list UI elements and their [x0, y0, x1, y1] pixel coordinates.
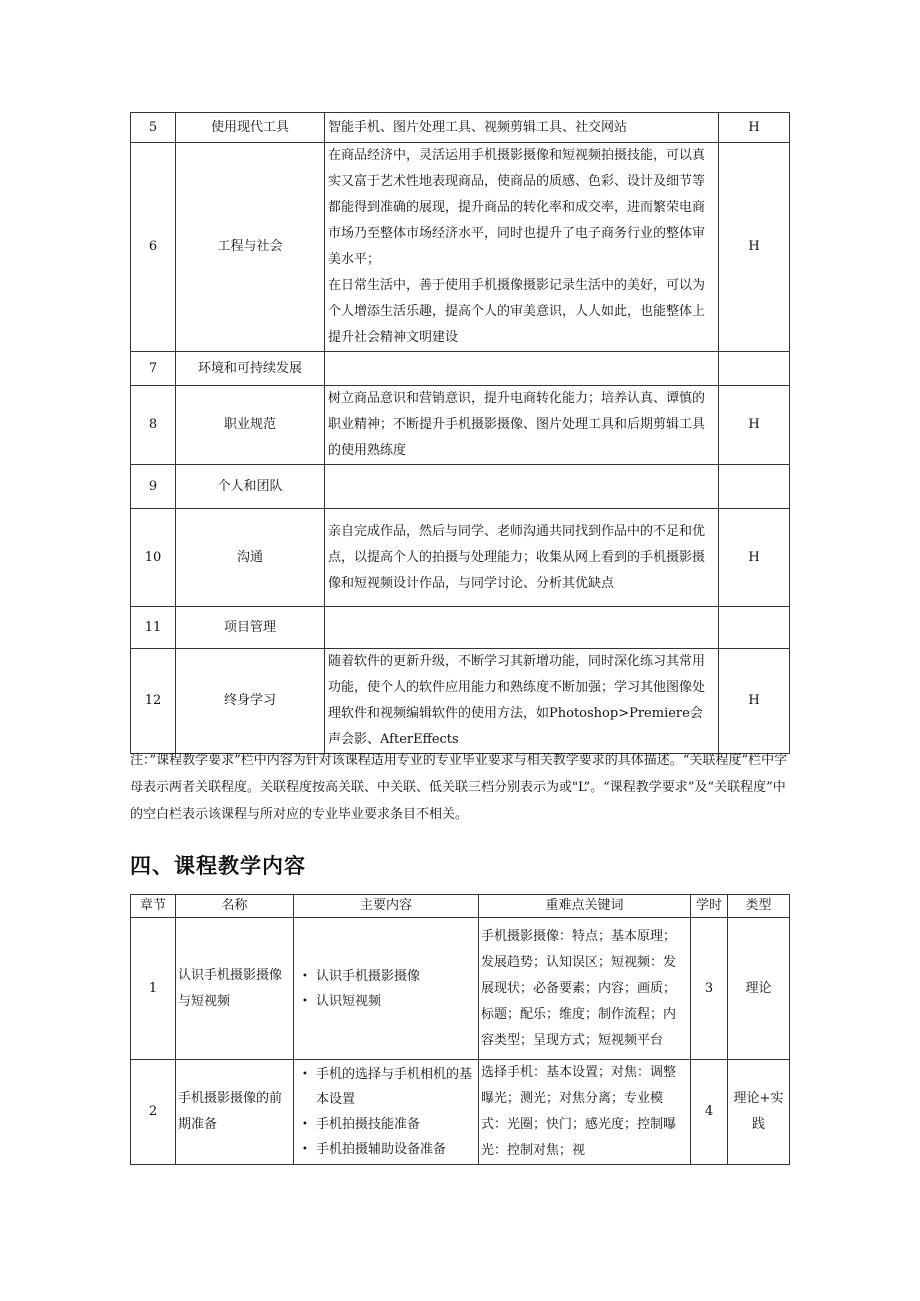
topic-item: • 手机的选择与手机相机的基本设置	[302, 1062, 476, 1112]
row-number: 7	[131, 352, 176, 386]
main-content	[294, 1060, 479, 1165]
relevance-level	[719, 607, 790, 649]
table-row	[131, 649, 790, 754]
topic-item: • 认识短视频	[302, 989, 476, 1014]
chapter-number: 1	[131, 918, 176, 1060]
requirement-content: 智能手机、图片处理工具、视频剪辑工具、社交网站	[325, 113, 719, 143]
row-number: 5	[131, 113, 176, 143]
relevance-level: H	[719, 649, 790, 754]
table-row	[131, 113, 790, 143]
main-content	[294, 918, 479, 1060]
keywords: 手机摄影摄像：特点；基本原理；发展趋势；认知误区；短视频：发展现状；必备要素；内容；画质；标题；配乐；维度；制作流程；内容类型；呈现方式；短视频平台	[479, 918, 691, 1060]
header-name: 名称	[176, 895, 294, 918]
header-main-content: 主要内容	[294, 895, 479, 918]
table-row	[131, 607, 790, 649]
hours: 4	[691, 1060, 728, 1165]
requirement-item: 职业规范	[176, 386, 325, 465]
header-chapter: 章节	[131, 895, 176, 918]
chapter-number: 2	[131, 1060, 176, 1165]
requirement-item: 沟通	[176, 509, 325, 607]
table-row	[131, 1060, 790, 1165]
requirement-item: 个人和团队	[176, 465, 325, 509]
table-row	[131, 386, 790, 465]
header-type: 类型	[728, 895, 790, 918]
row-number: 6	[131, 143, 176, 352]
row-number: 9	[131, 465, 176, 509]
table-note: 注：”课程教学要求”栏中内容为针对该课程适用专业的专业毕业要求与相关教学要求的具体描述。“关联程度”栏中字母表示两者关联程度。关联程度按高关联、中关联、低关联三档分别表示为或"L”。“课程教学要求”及“关联程度”中的空白栏表示该课程与所对应的专业毕业要求条目不相关。	[130, 753, 788, 822]
requirement-item: 环境和可持续发展	[176, 352, 325, 386]
row-number: 12	[131, 649, 176, 754]
requirement-item: 终身学习	[176, 649, 325, 754]
header-keywords: 重难点关键词	[479, 895, 691, 918]
chapter-name: 手机摄影摄像的前期准备	[176, 1060, 294, 1165]
table-row	[131, 143, 790, 352]
header-hours: 学时	[691, 895, 728, 918]
type: 理论+实践	[728, 1060, 790, 1165]
table-row	[131, 465, 790, 509]
requirement-item: 使用现代工具	[176, 113, 325, 143]
requirement-content	[325, 352, 719, 386]
requirement-content: 亲自完成作品，然后与同学、老师沟通共同找到作品中的不足和优点，以提高个人的拍摄与处理能力；收集从网上看到的手机摄影摄像和短视频设计作品，与同学讨论、分析其优缺点	[325, 509, 719, 607]
hours: 3	[691, 918, 728, 1060]
relevance-level: H	[719, 509, 790, 607]
requirement-content: 在商品经济中，灵活运用手机摄影摄像和短视频拍摄技能，可以真实又富于艺术性地表现商品，使商品的质感、色彩、设计及细节等都能得到准确的展现，提升商品的转化率和成交率，进而繁荣电商市场乃至整体市场经济水平，同时也提升了电子商务行业的整体审美水平； 在日常生活中，善于使用手机摄像摄影记录生活中的美好，可以为个人增添生活乐趣，提高个人的审美意识，人人如此，也能整体上提升社会精神文明建设	[325, 143, 719, 352]
topic-item: • 手机拍摄辅助设备准备	[302, 1137, 476, 1162]
requirement-content: 树立商品意识和营销意识，提升电商转化能力；培养认真、谭慎的职业精神；不断提升手机摄影摄像、图片处理工具和后期剪辑工具的使用熟练度	[325, 386, 719, 465]
requirement-item: 工程与社会	[176, 143, 325, 352]
topic-item: • 手机拍摄技能准备	[302, 1112, 476, 1137]
row-number: 8	[131, 386, 176, 465]
relevance-level: H	[719, 113, 790, 143]
table-row	[131, 509, 790, 607]
relevance-level	[719, 352, 790, 386]
relevance-level: H	[719, 143, 790, 352]
relevance-level: H	[719, 386, 790, 465]
requirement-content: 随着软件的更新升级，不断学习其新增功能，同时深化练习其常用功能，使个人的软件应用能力和熟练度不断加强；学习其他图像处理软件和视频编辑软件的使用方法，如Photoshop>Premiere会声会影、AfterEffects	[325, 649, 719, 754]
requirement-content	[325, 465, 719, 509]
table-row	[131, 918, 790, 1060]
requirement-content	[325, 607, 719, 649]
requirements-table	[130, 112, 790, 754]
row-number: 10	[131, 509, 176, 607]
course-content-table	[130, 894, 790, 1165]
section-title: 四、课程教学内容	[130, 854, 306, 878]
type: 理论	[728, 918, 790, 1060]
relevance-level	[719, 465, 790, 509]
chapter-name: 认识手机摄影摄像与短视频	[176, 918, 294, 1060]
requirement-item: 项目管理	[176, 607, 325, 649]
table-header-row	[131, 895, 790, 918]
keywords: 选择手机：基本设置；对焦：调整曝光；测光；对焦分离；专业模式：光圈；快门；感光度；控制曝光：控制对焦；视	[479, 1060, 691, 1165]
table-row	[131, 352, 790, 386]
row-number: 11	[131, 607, 176, 649]
topic-item: • 认识手机摄影摄像	[302, 964, 476, 989]
